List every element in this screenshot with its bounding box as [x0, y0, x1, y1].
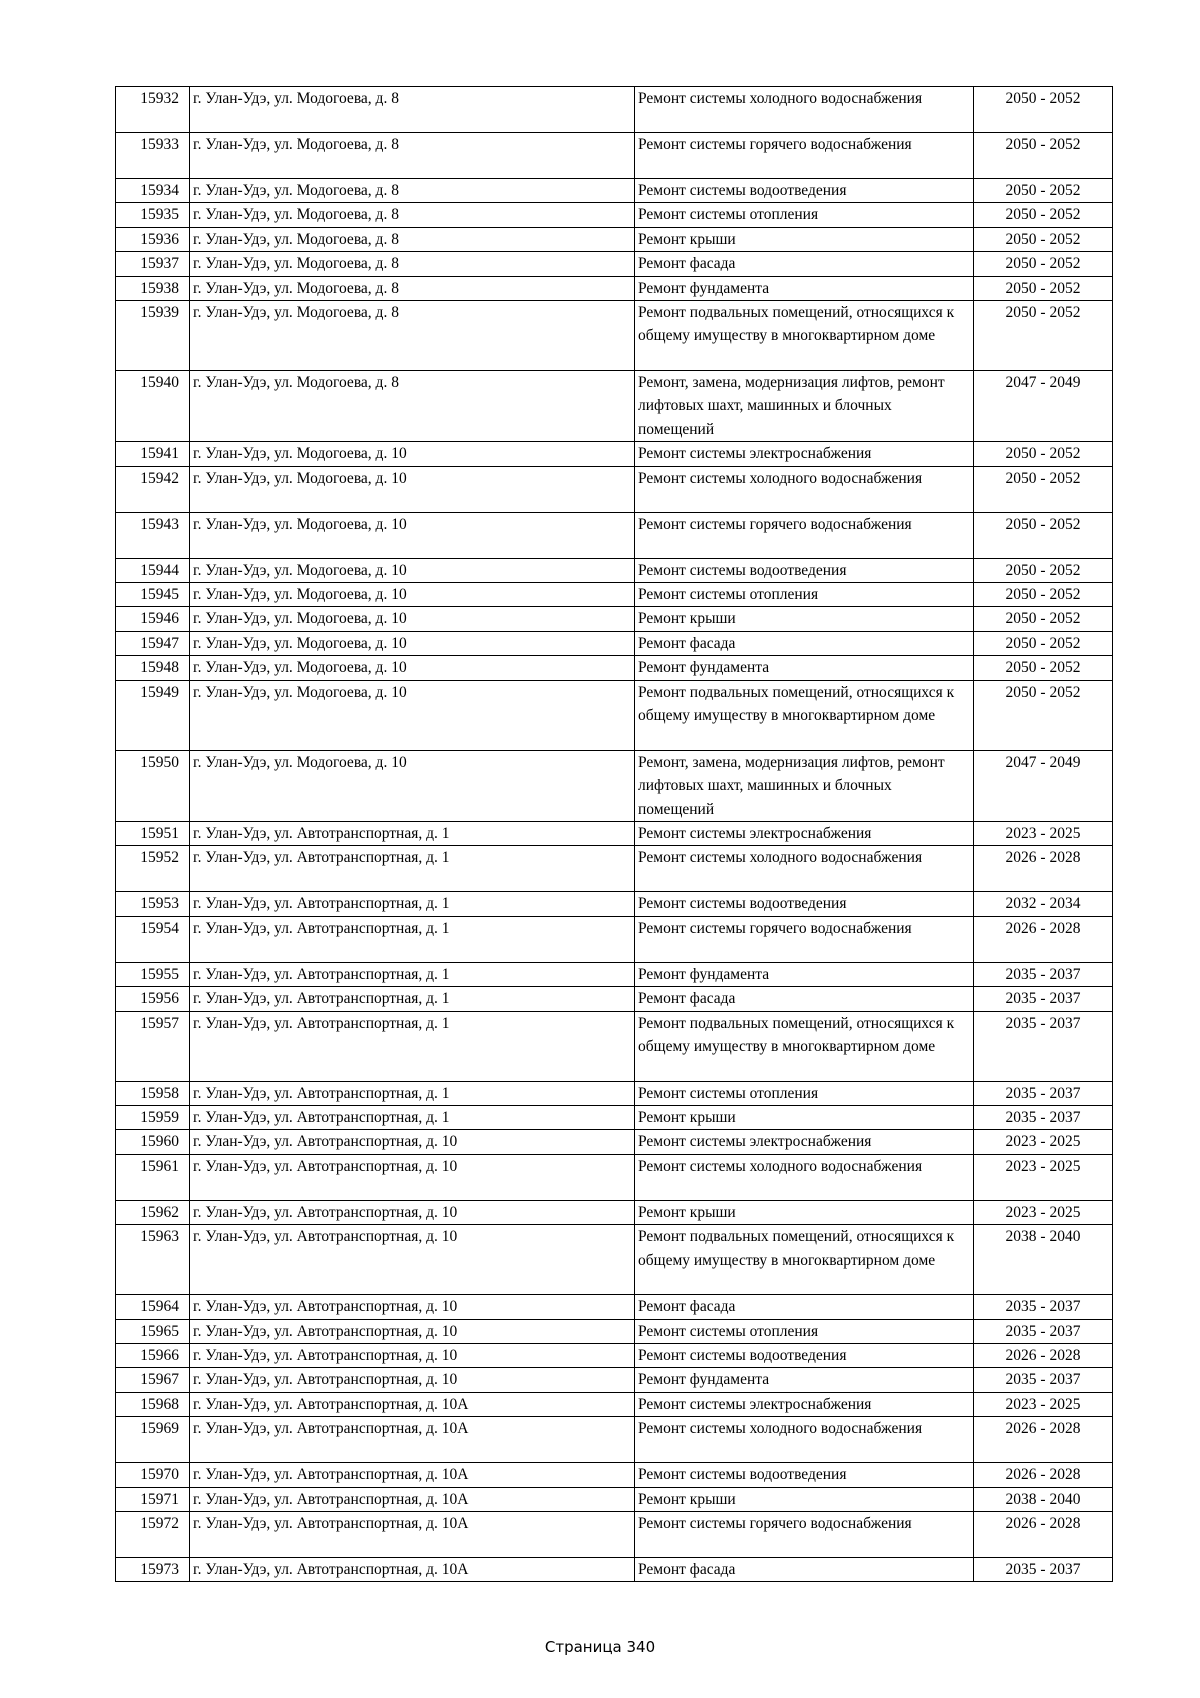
address-cell: г. Улан-Удэ, ул. Автотранспортная, д. 1	[190, 1105, 635, 1129]
table-row	[116, 371, 1113, 442]
work-type-cell: Ремонт системы электроснабжения	[635, 821, 974, 845]
address-cell: г. Улан-Удэ, ул. Модогоева, д. 10	[190, 466, 635, 512]
table-row	[116, 1295, 1113, 1319]
work-type-cell: Ремонт системы электроснабжения	[635, 1392, 974, 1416]
period-cell: 2023 - 2025	[974, 821, 1113, 845]
work-type-cell: Ремонт системы электроснабжения	[635, 442, 974, 466]
period-cell: 2035 - 2037	[974, 1319, 1113, 1343]
row-number-cell: 15954	[116, 916, 190, 962]
work-type-cell: Ремонт системы водоотведения	[635, 179, 974, 203]
period-cell: 2047 - 2049	[974, 750, 1113, 821]
table-row	[116, 1512, 1113, 1558]
work-type-cell: Ремонт системы отопления	[635, 583, 974, 607]
address-cell: г. Улан-Удэ, ул. Модогоева, д. 8	[190, 87, 635, 133]
address-cell: г. Улан-Удэ, ул. Модогоева, д. 8	[190, 179, 635, 203]
row-number-cell: 15958	[116, 1081, 190, 1105]
period-cell: 2050 - 2052	[974, 583, 1113, 607]
row-number-cell: 15937	[116, 252, 190, 276]
row-number-cell: 15941	[116, 442, 190, 466]
period-cell: 2050 - 2052	[974, 203, 1113, 227]
period-cell: 2035 - 2037	[974, 1368, 1113, 1392]
address-cell: г. Улан-Удэ, ул. Автотранспортная, д. 1	[190, 1081, 635, 1105]
row-number-cell: 15945	[116, 583, 190, 607]
work-type-cell: Ремонт системы электроснабжения	[635, 1130, 974, 1154]
address-cell: г. Улан-Удэ, ул. Автотранспортная, д. 10	[190, 1130, 635, 1154]
work-type-cell: Ремонт фундамента	[635, 962, 974, 986]
work-type-cell: Ремонт фундамента	[635, 1368, 974, 1392]
work-type-cell: Ремонт системы горячего водоснабжения	[635, 916, 974, 962]
period-cell: 2035 - 2037	[974, 962, 1113, 986]
address-cell: г. Улан-Удэ, ул. Модогоева, д. 8	[190, 371, 635, 442]
address-cell: г. Улан-Удэ, ул. Модогоева, д. 10	[190, 607, 635, 631]
period-cell: 2038 - 2040	[974, 1487, 1113, 1511]
period-cell: 2026 - 2028	[974, 1463, 1113, 1487]
address-cell: г. Улан-Удэ, ул. Модогоева, д. 8	[190, 301, 635, 371]
address-cell: г. Улан-Удэ, ул. Модогоева, д. 10	[190, 583, 635, 607]
address-cell: г. Улан-Удэ, ул. Автотранспортная, д. 10	[190, 1343, 635, 1367]
row-number-cell: 15973	[116, 1558, 190, 1582]
work-type-cell: Ремонт системы холодного водоснабжения	[635, 1417, 974, 1463]
address-cell: г. Улан-Удэ, ул. Автотранспортная, д. 10А	[190, 1392, 635, 1416]
period-cell: 2035 - 2037	[974, 987, 1113, 1011]
row-number-cell: 15972	[116, 1512, 190, 1558]
address-cell: г. Улан-Удэ, ул. Автотранспортная, д. 10	[190, 1368, 635, 1392]
row-number-cell: 15965	[116, 1319, 190, 1343]
period-cell: 2026 - 2028	[974, 1512, 1113, 1558]
address-cell: г. Улан-Удэ, ул. Автотранспортная, д. 10А	[190, 1463, 635, 1487]
table-row	[116, 821, 1113, 845]
row-number-cell: 15961	[116, 1154, 190, 1200]
work-type-cell: Ремонт системы холодного водоснабжения	[635, 846, 974, 892]
work-type-cell: Ремонт подвальных помещений, относящихся к общему имуществу в многоквартирном доме	[635, 301, 974, 371]
table-row	[116, 558, 1113, 582]
row-number-cell: 15934	[116, 179, 190, 203]
table-row	[116, 252, 1113, 276]
row-number-cell: 15948	[116, 656, 190, 680]
address-cell: г. Улан-Удэ, ул. Автотранспортная, д. 10А	[190, 1487, 635, 1511]
period-cell: 2035 - 2037	[974, 1081, 1113, 1105]
period-cell: 2050 - 2052	[974, 179, 1113, 203]
row-number-cell: 15935	[116, 203, 190, 227]
table-row	[116, 203, 1113, 227]
work-type-cell: Ремонт системы водоотведения	[635, 558, 974, 582]
address-cell: г. Улан-Удэ, ул. Модогоева, д. 8	[190, 227, 635, 251]
address-cell: г. Улан-Удэ, ул. Модогоева, д. 8	[190, 252, 635, 276]
table-row	[116, 1487, 1113, 1511]
table-row	[116, 1130, 1113, 1154]
work-type-cell: Ремонт системы водоотведения	[635, 1343, 974, 1367]
table-row	[116, 916, 1113, 962]
work-type-cell: Ремонт крыши	[635, 1487, 974, 1511]
row-number-cell: 15971	[116, 1487, 190, 1511]
row-number-cell: 15964	[116, 1295, 190, 1319]
row-number-cell: 15936	[116, 227, 190, 251]
table-row	[116, 276, 1113, 300]
work-type-cell: Ремонт системы водоотведения	[635, 892, 974, 916]
row-number-cell: 15947	[116, 631, 190, 655]
work-type-cell: Ремонт системы горячего водоснабжения	[635, 1512, 974, 1558]
row-number-cell: 15966	[116, 1343, 190, 1367]
period-cell: 2050 - 2052	[974, 442, 1113, 466]
table-row	[116, 1081, 1113, 1105]
address-cell: г. Улан-Удэ, ул. Автотранспортная, д. 1	[190, 916, 635, 962]
period-cell: 2050 - 2052	[974, 227, 1113, 251]
row-number-cell: 15943	[116, 512, 190, 558]
period-cell: 2032 - 2034	[974, 892, 1113, 916]
period-cell: 2035 - 2037	[974, 1558, 1113, 1582]
work-type-cell: Ремонт крыши	[635, 1200, 974, 1224]
address-cell: г. Улан-Удэ, ул. Автотранспортная, д. 1	[190, 1011, 635, 1081]
row-number-cell: 15932	[116, 87, 190, 133]
table-row	[116, 1154, 1113, 1200]
work-type-cell: Ремонт фасада	[635, 631, 974, 655]
work-type-cell: Ремонт системы горячего водоснабжения	[635, 512, 974, 558]
address-cell: г. Улан-Удэ, ул. Модогоева, д. 10	[190, 656, 635, 680]
period-cell: 2050 - 2052	[974, 631, 1113, 655]
row-number-cell: 15939	[116, 301, 190, 371]
table-row	[116, 656, 1113, 680]
period-cell: 2038 - 2040	[974, 1225, 1113, 1295]
address-cell: г. Улан-Удэ, ул. Модогоева, д. 10	[190, 631, 635, 655]
table-body	[116, 87, 1113, 1582]
address-cell: г. Улан-Удэ, ул. Автотранспортная, д. 1	[190, 962, 635, 986]
row-number-cell: 15938	[116, 276, 190, 300]
table-row	[116, 1368, 1113, 1392]
work-type-cell: Ремонт системы холодного водоснабжения	[635, 466, 974, 512]
address-cell: г. Улан-Удэ, ул. Автотранспортная, д. 10	[190, 1225, 635, 1295]
work-type-cell: Ремонт фасада	[635, 1558, 974, 1582]
table-row	[116, 466, 1113, 512]
work-type-cell: Ремонт системы отопления	[635, 1319, 974, 1343]
work-type-cell: Ремонт системы горячего водоснабжения	[635, 133, 974, 179]
period-cell: 2023 - 2025	[974, 1392, 1113, 1416]
address-cell: г. Улан-Удэ, ул. Автотранспортная, д. 10	[190, 1154, 635, 1200]
address-cell: г. Улан-Удэ, ул. Автотранспортная, д. 10	[190, 1319, 635, 1343]
table-row	[116, 301, 1113, 371]
period-cell: 2050 - 2052	[974, 607, 1113, 631]
row-number-cell: 15957	[116, 1011, 190, 1081]
row-number-cell: 15970	[116, 1463, 190, 1487]
work-type-cell: Ремонт, замена, модернизация лифтов, ремонт лифтовых шахт, машинных и блочных помещений	[635, 750, 974, 821]
row-number-cell: 15933	[116, 133, 190, 179]
row-number-cell: 15940	[116, 371, 190, 442]
period-cell: 2023 - 2025	[974, 1130, 1113, 1154]
table-row	[116, 1463, 1113, 1487]
work-type-cell: Ремонт системы холодного водоснабжения	[635, 1154, 974, 1200]
period-cell: 2050 - 2052	[974, 680, 1113, 750]
address-cell: г. Улан-Удэ, ул. Модогоева, д. 10	[190, 750, 635, 821]
row-number-cell: 15968	[116, 1392, 190, 1416]
period-cell: 2050 - 2052	[974, 87, 1113, 133]
table-row	[116, 1011, 1113, 1081]
address-cell: г. Улан-Удэ, ул. Модогоева, д. 10	[190, 558, 635, 582]
table-row	[116, 179, 1113, 203]
address-cell: г. Улан-Удэ, ул. Модогоева, д. 8	[190, 203, 635, 227]
period-cell: 2050 - 2052	[974, 512, 1113, 558]
table-row	[116, 987, 1113, 1011]
work-type-cell: Ремонт системы отопления	[635, 203, 974, 227]
period-cell: 2047 - 2049	[974, 371, 1113, 442]
period-cell: 2050 - 2052	[974, 656, 1113, 680]
work-type-cell: Ремонт фундамента	[635, 276, 974, 300]
table-row	[116, 750, 1113, 821]
table-row	[116, 442, 1113, 466]
work-type-cell: Ремонт фасада	[635, 1295, 974, 1319]
work-type-cell: Ремонт фасада	[635, 987, 974, 1011]
table-row	[116, 1319, 1113, 1343]
row-number-cell: 15949	[116, 680, 190, 750]
address-cell: г. Улан-Удэ, ул. Модогоева, д. 10	[190, 512, 635, 558]
row-number-cell: 15942	[116, 466, 190, 512]
address-cell: г. Улан-Удэ, ул. Автотранспортная, д. 10А	[190, 1417, 635, 1463]
address-cell: г. Улан-Удэ, ул. Модогоева, д. 10	[190, 680, 635, 750]
table-row	[116, 583, 1113, 607]
work-type-cell: Ремонт подвальных помещений, относящихся к общему имуществу в многоквартирном доме	[635, 1225, 974, 1295]
period-cell: 2050 - 2052	[974, 252, 1113, 276]
table-row	[116, 133, 1113, 179]
address-cell: г. Улан-Удэ, ул. Автотранспортная, д. 1	[190, 987, 635, 1011]
period-cell: 2050 - 2052	[974, 276, 1113, 300]
table-row	[116, 87, 1113, 133]
work-type-cell: Ремонт, замена, модернизация лифтов, ремонт лифтовых шахт, машинных и блочных помещений	[635, 371, 974, 442]
row-number-cell: 15956	[116, 987, 190, 1011]
row-number-cell: 15953	[116, 892, 190, 916]
table-row	[116, 846, 1113, 892]
address-cell: г. Улан-Удэ, ул. Автотранспортная, д. 1	[190, 892, 635, 916]
page-number: Страница 340	[544, 1638, 656, 1656]
table-row	[116, 1200, 1113, 1224]
row-number-cell: 15967	[116, 1368, 190, 1392]
period-cell: 2050 - 2052	[974, 466, 1113, 512]
address-cell: г. Улан-Удэ, ул. Модогоева, д. 8	[190, 276, 635, 300]
table-row	[116, 607, 1113, 631]
row-number-cell: 15962	[116, 1200, 190, 1224]
period-cell: 2023 - 2025	[974, 1154, 1113, 1200]
address-cell: г. Улан-Удэ, ул. Автотранспортная, д. 10	[190, 1200, 635, 1224]
address-cell: г. Улан-Удэ, ул. Автотранспортная, д. 1	[190, 846, 635, 892]
address-cell: г. Улан-Удэ, ул. Модогоева, д. 10	[190, 442, 635, 466]
period-cell: 2050 - 2052	[974, 558, 1113, 582]
row-number-cell: 15960	[116, 1130, 190, 1154]
address-cell: г. Улан-Удэ, ул. Автотранспортная, д. 10	[190, 1295, 635, 1319]
table-row	[116, 1392, 1113, 1416]
work-type-cell: Ремонт крыши	[635, 1105, 974, 1129]
row-number-cell: 15946	[116, 607, 190, 631]
period-cell: 2023 - 2025	[974, 1200, 1113, 1224]
row-number-cell: 15969	[116, 1417, 190, 1463]
period-cell: 2050 - 2052	[974, 301, 1113, 371]
period-cell: 2035 - 2037	[974, 1105, 1113, 1129]
table-row	[116, 1343, 1113, 1367]
address-cell: г. Улан-Удэ, ул. Автотранспортная, д. 10А	[190, 1558, 635, 1582]
work-schedule-table	[115, 86, 1113, 1582]
table-row	[116, 1558, 1113, 1582]
table-row	[116, 962, 1113, 986]
period-cell: 2050 - 2052	[974, 133, 1113, 179]
period-cell: 2026 - 2028	[974, 916, 1113, 962]
work-type-cell: Ремонт фундамента	[635, 656, 974, 680]
table-row	[116, 227, 1113, 251]
work-type-cell: Ремонт системы водоотведения	[635, 1463, 974, 1487]
work-type-cell: Ремонт крыши	[635, 227, 974, 251]
table-row	[116, 680, 1113, 750]
row-number-cell: 15955	[116, 962, 190, 986]
table-row	[116, 1417, 1113, 1463]
row-number-cell: 15959	[116, 1105, 190, 1129]
work-type-cell: Ремонт системы отопления	[635, 1081, 974, 1105]
table-row	[116, 1225, 1113, 1295]
address-cell: г. Улан-Удэ, ул. Автотранспортная, д. 1	[190, 821, 635, 845]
period-cell: 2026 - 2028	[974, 1343, 1113, 1367]
row-number-cell: 15952	[116, 846, 190, 892]
period-cell: 2035 - 2037	[974, 1295, 1113, 1319]
row-number-cell: 15944	[116, 558, 190, 582]
period-cell: 2035 - 2037	[974, 1011, 1113, 1081]
row-number-cell: 15950	[116, 750, 190, 821]
address-cell: г. Улан-Удэ, ул. Автотранспортная, д. 10А	[190, 1512, 635, 1558]
period-cell: 2026 - 2028	[974, 1417, 1113, 1463]
table-row	[116, 1105, 1113, 1129]
table-row	[116, 892, 1113, 916]
work-type-cell: Ремонт фасада	[635, 252, 974, 276]
work-type-cell: Ремонт системы холодного водоснабжения	[635, 87, 974, 133]
address-cell: г. Улан-Удэ, ул. Модогоева, д. 8	[190, 133, 635, 179]
row-number-cell: 15951	[116, 821, 190, 845]
table-row	[116, 512, 1113, 558]
work-type-cell: Ремонт подвальных помещений, относящихся к общему имуществу в многоквартирном доме	[635, 680, 974, 750]
work-type-cell: Ремонт подвальных помещений, относящихся к общему имуществу в многоквартирном доме	[635, 1011, 974, 1081]
row-number-cell: 15963	[116, 1225, 190, 1295]
table-row	[116, 631, 1113, 655]
period-cell: 2026 - 2028	[974, 846, 1113, 892]
work-type-cell: Ремонт крыши	[635, 607, 974, 631]
